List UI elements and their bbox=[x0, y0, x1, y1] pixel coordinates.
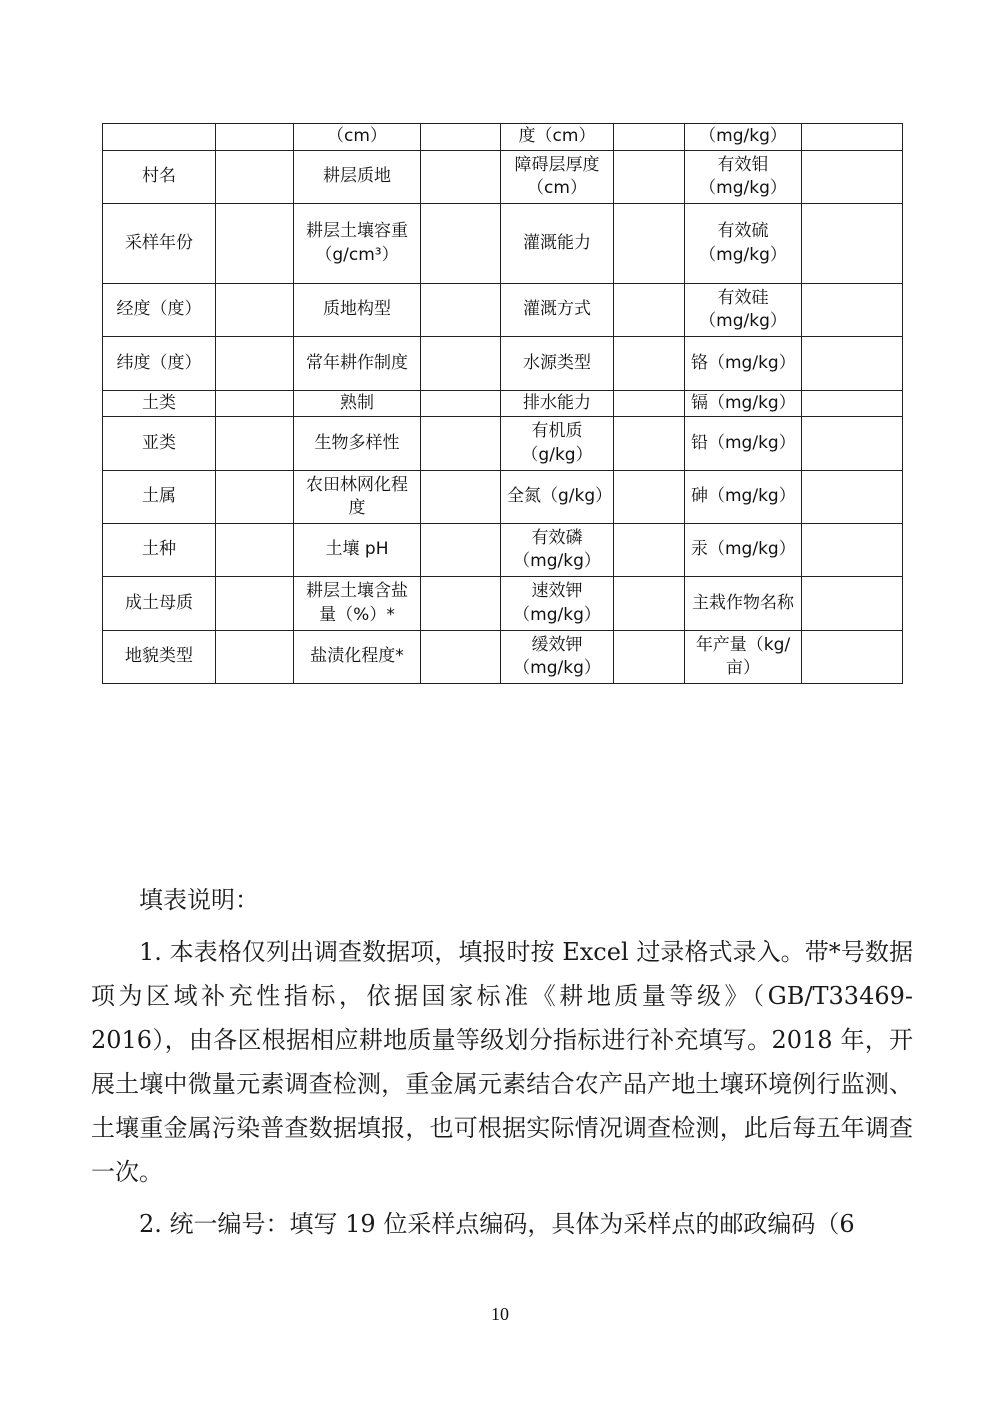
table-row bbox=[103, 391, 903, 417]
field-label-cell: 砷（mg/kg） bbox=[685, 471, 802, 524]
field-value-cell[interactable] bbox=[614, 524, 685, 577]
field-label-cell: 有效钼（mg/kg） bbox=[685, 151, 802, 204]
field-value-cell[interactable] bbox=[614, 204, 685, 284]
field-label-cell: 采样年份 bbox=[103, 204, 216, 284]
table-row bbox=[103, 524, 903, 577]
table-body bbox=[103, 124, 903, 684]
field-value-cell[interactable] bbox=[421, 417, 501, 471]
field-value-cell[interactable] bbox=[216, 337, 294, 391]
field-value-cell[interactable] bbox=[614, 337, 685, 391]
field-label-cell: 有效磷（mg/kg） bbox=[501, 524, 614, 577]
field-value-cell[interactable] bbox=[614, 417, 685, 471]
field-value-cell[interactable] bbox=[216, 417, 294, 471]
field-value-cell[interactable] bbox=[216, 124, 294, 151]
field-value-cell[interactable] bbox=[614, 471, 685, 524]
field-label-cell: 村名 bbox=[103, 151, 216, 204]
field-label-cell: 有机质（g/kg） bbox=[501, 417, 614, 471]
field-label-cell: 有效硫（mg/kg） bbox=[685, 204, 802, 284]
field-value-cell[interactable] bbox=[216, 204, 294, 284]
field-label-cell: 土类 bbox=[103, 391, 216, 417]
table-row bbox=[103, 204, 903, 284]
field-label-cell: 障碍层厚度（cm） bbox=[501, 151, 614, 204]
field-label-cell: 灌溉能力 bbox=[501, 204, 614, 284]
field-value-cell[interactable] bbox=[614, 577, 685, 631]
field-value-cell[interactable] bbox=[802, 577, 903, 631]
field-label-cell: （mg/kg） bbox=[685, 124, 802, 151]
field-label-cell: 农田林网化程度 bbox=[294, 471, 421, 524]
field-label-cell: 熟制 bbox=[294, 391, 421, 417]
field-label-cell: 速效钾（mg/kg） bbox=[501, 577, 614, 631]
field-label-cell: 灌溉方式 bbox=[501, 284, 614, 337]
field-value-cell[interactable] bbox=[421, 524, 501, 577]
field-label-cell: 镉（mg/kg） bbox=[685, 391, 802, 417]
table-row bbox=[103, 417, 903, 471]
field-value-cell[interactable] bbox=[802, 471, 903, 524]
fill-instructions bbox=[91, 878, 913, 1246]
field-value-cell[interactable] bbox=[421, 577, 501, 631]
field-label-cell: 生物多样性 bbox=[294, 417, 421, 471]
field-label-cell: 纬度（度） bbox=[103, 337, 216, 391]
field-label-cell: （cm） bbox=[294, 124, 421, 151]
field-value-cell[interactable] bbox=[216, 631, 294, 684]
page-number: 10 bbox=[491, 1304, 509, 1324]
field-label-cell: 水源类型 bbox=[501, 337, 614, 391]
field-value-cell[interactable] bbox=[802, 337, 903, 391]
table-row bbox=[103, 577, 903, 631]
field-label-cell: 耕层土壤含盐量（%）* bbox=[294, 577, 421, 631]
field-value-cell[interactable] bbox=[216, 471, 294, 524]
field-value-cell[interactable] bbox=[802, 524, 903, 577]
field-value-cell[interactable] bbox=[421, 631, 501, 684]
field-value-cell[interactable] bbox=[216, 284, 294, 337]
table-row bbox=[103, 471, 903, 524]
field-value-cell[interactable] bbox=[802, 151, 903, 204]
field-value-cell[interactable] bbox=[421, 204, 501, 284]
field-label-cell: 地貌类型 bbox=[103, 631, 216, 684]
field-value-cell[interactable] bbox=[421, 391, 501, 417]
field-label-cell: 主栽作物名称 bbox=[685, 577, 802, 631]
field-value-cell[interactable] bbox=[421, 471, 501, 524]
field-value-cell[interactable] bbox=[216, 524, 294, 577]
field-label-cell: 土种 bbox=[103, 524, 216, 577]
field-value-cell[interactable] bbox=[614, 391, 685, 417]
field-value-cell[interactable] bbox=[421, 151, 501, 204]
field-label-cell: 土壤 pH bbox=[294, 524, 421, 577]
field-label-cell: 排水能力 bbox=[501, 391, 614, 417]
field-label-cell: 铅（mg/kg） bbox=[685, 417, 802, 471]
field-value-cell[interactable] bbox=[802, 204, 903, 284]
field-label-cell: 耕层质地 bbox=[294, 151, 421, 204]
field-value-cell[interactable] bbox=[614, 631, 685, 684]
field-value-cell[interactable] bbox=[802, 417, 903, 471]
field-label-cell: 年产量（kg/亩） bbox=[685, 631, 802, 684]
field-value-cell[interactable] bbox=[802, 391, 903, 417]
field-label-cell: 经度（度） bbox=[103, 284, 216, 337]
instruction-item-1: 1. 本表格仅列出调查数据项，填报时按 Excel 过录格式录入。带*号数据项为区域补充性指标，依据国家标准《耕地质量等级》（GB/T33469-2016），由各区根据相应耕地质量等级划分指标进行补充填写。2018 年，开展土壤中微量元素调查检测，重金属元素结合农产品产地土壤环境例行监测、土壤重金属污染普查数据填报，也可根据实际情况调查检测，此后每五年调查一次。 bbox=[91, 938, 913, 1186]
field-label-cell: 质地构型 bbox=[294, 284, 421, 337]
field-label-cell: 全氮（g/kg） bbox=[501, 471, 614, 524]
field-value-cell[interactable] bbox=[614, 284, 685, 337]
field-label-cell bbox=[103, 124, 216, 151]
field-value-cell[interactable] bbox=[421, 284, 501, 337]
table-row bbox=[103, 337, 903, 391]
field-label-cell: 盐渍化程度* bbox=[294, 631, 421, 684]
field-label-cell: 度（cm） bbox=[501, 124, 614, 151]
field-label-cell: 成土母质 bbox=[103, 577, 216, 631]
field-value-cell[interactable] bbox=[216, 151, 294, 204]
field-label-cell: 汞（mg/kg） bbox=[685, 524, 802, 577]
field-label-cell: 耕层土壤容重（g/cm³） bbox=[294, 204, 421, 284]
table-row bbox=[103, 284, 903, 337]
field-value-cell[interactable] bbox=[802, 284, 903, 337]
table-row bbox=[103, 124, 903, 151]
field-value-cell[interactable] bbox=[614, 124, 685, 151]
field-value-cell[interactable] bbox=[421, 337, 501, 391]
field-value-cell[interactable] bbox=[216, 577, 294, 631]
field-value-cell[interactable] bbox=[614, 151, 685, 204]
field-label-cell: 土属 bbox=[103, 471, 216, 524]
instruction-item-2: 2. 统一编号：填写 19 位采样点编码，具体为采样点的邮政编码（6 bbox=[139, 1210, 855, 1238]
instructions-heading: 填表说明： bbox=[139, 886, 259, 914]
soil-survey-table bbox=[102, 123, 903, 684]
field-label-cell: 有效硅（mg/kg） bbox=[685, 284, 802, 337]
field-value-cell[interactable] bbox=[421, 124, 501, 151]
table-row bbox=[103, 631, 903, 684]
field-label-cell: 亚类 bbox=[103, 417, 216, 471]
field-label-cell: 常年耕作制度 bbox=[294, 337, 421, 391]
field-value-cell[interactable] bbox=[802, 631, 903, 684]
field-value-cell[interactable] bbox=[802, 124, 903, 151]
field-label-cell: 铬（mg/kg） bbox=[685, 337, 802, 391]
field-value-cell[interactable] bbox=[216, 391, 294, 417]
table-row bbox=[103, 151, 903, 204]
field-label-cell: 缓效钾（mg/kg） bbox=[501, 631, 614, 684]
